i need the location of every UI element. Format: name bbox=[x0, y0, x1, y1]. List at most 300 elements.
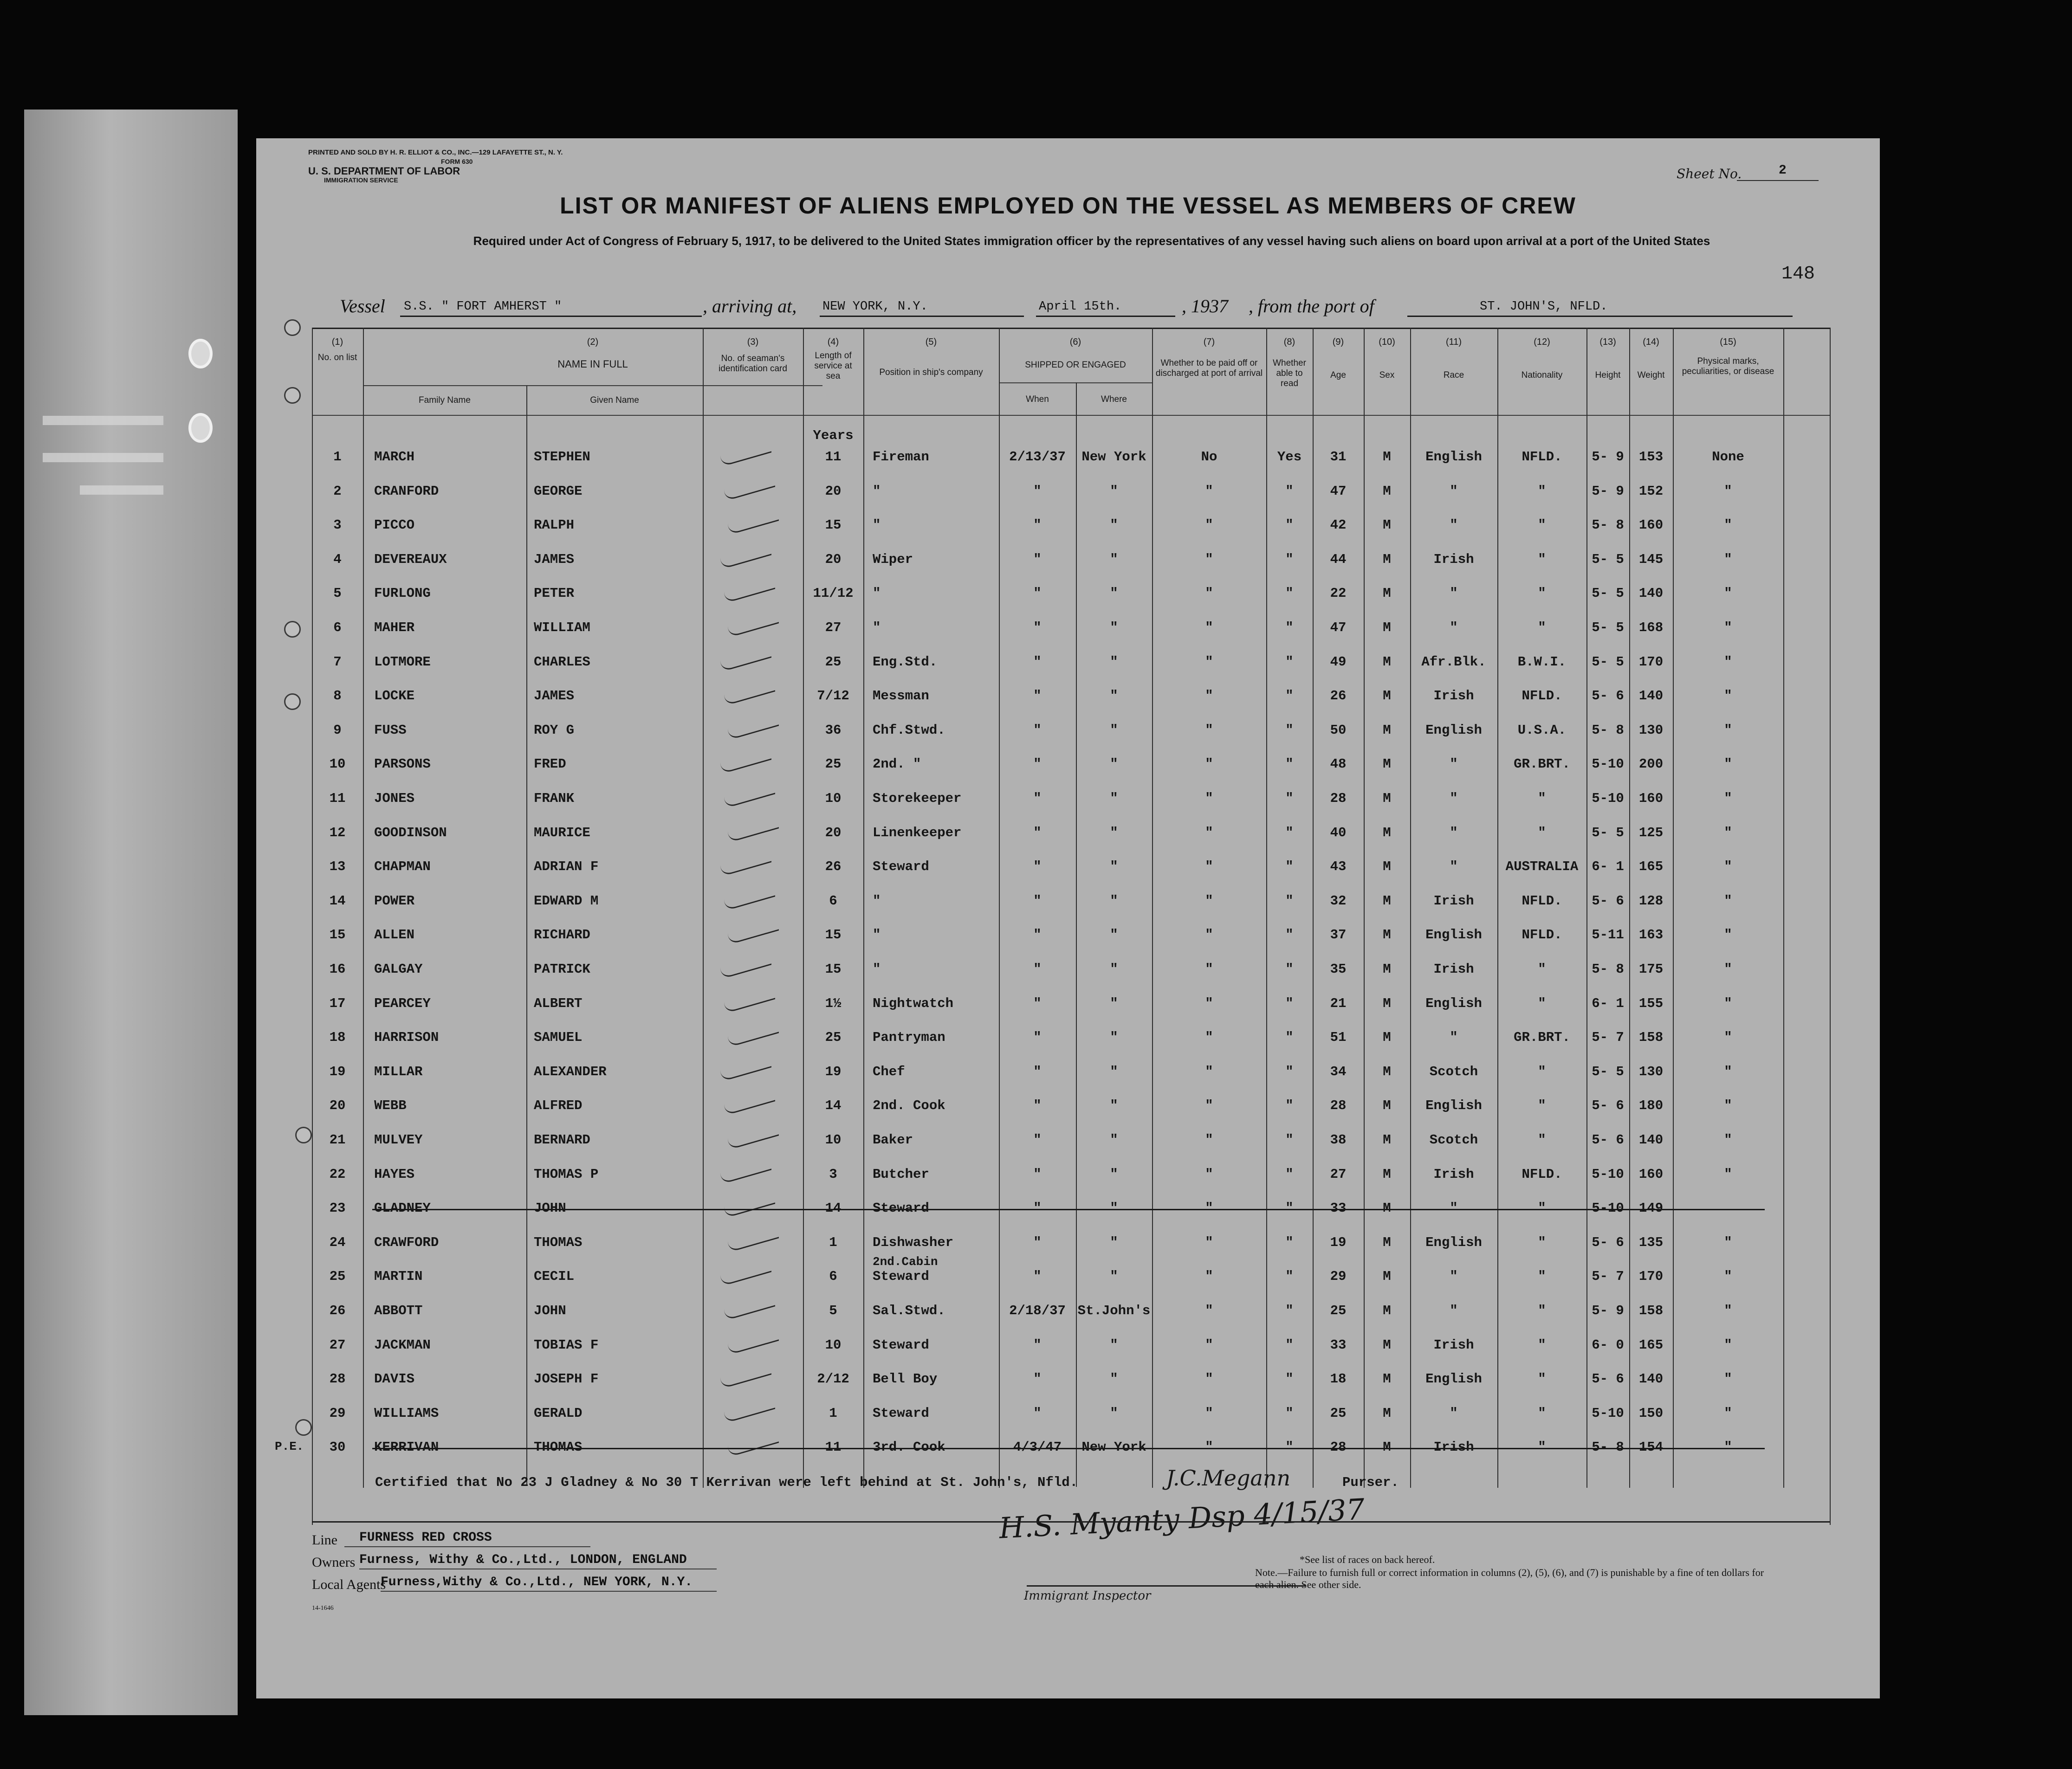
table-row bbox=[256, 1061, 1880, 1089]
sex: M bbox=[1383, 756, 1391, 772]
age: 21 bbox=[1330, 995, 1347, 1011]
physical-marks: " bbox=[1724, 756, 1732, 772]
family-name: FURLONG bbox=[374, 586, 431, 601]
family-name: PICCO bbox=[374, 517, 415, 533]
row-number: 23 bbox=[329, 1201, 346, 1216]
able-to-read: " bbox=[1285, 517, 1294, 533]
row-number: 19 bbox=[329, 1064, 346, 1079]
shipped-when: 2/18/37 bbox=[1009, 1303, 1066, 1318]
given-name: STEPHEN bbox=[534, 449, 590, 465]
race: " bbox=[1450, 517, 1458, 533]
paid-off: " bbox=[1205, 859, 1213, 875]
ship-position: Storekeeper bbox=[873, 791, 962, 806]
shipped-when: " bbox=[1033, 1098, 1042, 1114]
shipped-where: " bbox=[1110, 620, 1118, 635]
sex: M bbox=[1383, 586, 1391, 601]
physical-marks: " bbox=[1724, 1234, 1732, 1250]
given-name: FRANK bbox=[534, 791, 575, 806]
nationality: " bbox=[1538, 962, 1546, 977]
weight: 140 bbox=[1638, 1132, 1664, 1148]
able-to-read: " bbox=[1285, 1234, 1294, 1250]
sex: M bbox=[1383, 449, 1391, 465]
weight: 170 bbox=[1638, 1269, 1664, 1285]
shipped-when: " bbox=[1033, 517, 1042, 533]
sex: M bbox=[1383, 551, 1391, 567]
service-length: 3 bbox=[829, 1166, 837, 1182]
weight: 180 bbox=[1638, 1098, 1664, 1114]
table-row bbox=[256, 1130, 1880, 1157]
given-name: GERALD bbox=[534, 1405, 583, 1421]
physical-marks: " bbox=[1724, 1371, 1732, 1387]
table-row bbox=[256, 924, 1880, 952]
col12-heading: Nationality bbox=[1521, 370, 1563, 380]
faded-text bbox=[43, 416, 163, 425]
sex: M bbox=[1383, 995, 1391, 1011]
sheet-label: Sheet No. bbox=[1677, 166, 1742, 181]
service-length: 1 bbox=[829, 1405, 837, 1421]
height: 6- 0 bbox=[1592, 1337, 1624, 1353]
given-name: BERNARD bbox=[534, 1132, 590, 1148]
row-number: 3 bbox=[333, 517, 342, 533]
height: 5- 5 bbox=[1592, 620, 1624, 635]
vessel-label: Vessel bbox=[340, 296, 385, 316]
physical-marks: " bbox=[1724, 791, 1732, 806]
col9-heading: Age bbox=[1330, 370, 1346, 380]
shipped-where: " bbox=[1110, 893, 1118, 909]
service-length: 1½ bbox=[825, 995, 842, 1011]
shipped-when: " bbox=[1033, 791, 1042, 806]
family-name: POWER bbox=[374, 893, 415, 909]
nationality: " bbox=[1538, 1337, 1546, 1353]
height: 5- 8 bbox=[1592, 1440, 1624, 1455]
race: English bbox=[1425, 1098, 1482, 1114]
row-number: 15 bbox=[329, 927, 346, 943]
ship-position: " bbox=[873, 620, 881, 635]
agents-underline bbox=[381, 1591, 717, 1592]
col12-number: (12) bbox=[1534, 337, 1550, 347]
age: 18 bbox=[1330, 1371, 1347, 1387]
age: 28 bbox=[1330, 1098, 1347, 1114]
row-number: 8 bbox=[333, 688, 342, 704]
nationality: NFLD. bbox=[1522, 893, 1562, 909]
race: " bbox=[1450, 483, 1458, 499]
punch-hole bbox=[188, 339, 213, 368]
ship-position: " bbox=[873, 483, 881, 499]
paid-off: " bbox=[1205, 756, 1213, 772]
weight: 149 bbox=[1638, 1201, 1664, 1216]
nationality: " bbox=[1538, 1098, 1546, 1114]
shipped-when: 2/13/37 bbox=[1009, 449, 1066, 465]
ship-position: Wiper bbox=[873, 551, 913, 567]
weight: 160 bbox=[1638, 791, 1664, 806]
height: 6- 1 bbox=[1592, 995, 1624, 1011]
table-row bbox=[256, 891, 1880, 918]
service-length: 15 bbox=[825, 517, 842, 533]
nationality: " bbox=[1538, 1064, 1546, 1079]
table-row bbox=[256, 822, 1880, 850]
able-to-read: " bbox=[1285, 551, 1294, 567]
shipped-when: " bbox=[1033, 551, 1042, 567]
given-name: ALEXANDER bbox=[534, 1064, 607, 1079]
col6-number: (6) bbox=[1069, 337, 1081, 347]
height: 5- 6 bbox=[1592, 1234, 1624, 1250]
age: 44 bbox=[1330, 551, 1347, 567]
family-name: KERRIVAN bbox=[374, 1440, 439, 1455]
able-to-read: " bbox=[1285, 1201, 1294, 1216]
race: Scotch bbox=[1429, 1132, 1478, 1148]
table-row bbox=[256, 1403, 1880, 1431]
purser-label: Purser. bbox=[1342, 1475, 1399, 1490]
physical-marks: " bbox=[1724, 1440, 1732, 1455]
table-row bbox=[256, 617, 1880, 645]
page-stamp: 148 bbox=[1781, 264, 1815, 284]
family-name: CRAWFORD bbox=[374, 1234, 439, 1250]
table-row bbox=[256, 1027, 1880, 1055]
family-name: PEARCEY bbox=[374, 995, 431, 1011]
race: English bbox=[1425, 1371, 1482, 1387]
sheet-number: 2 bbox=[1779, 163, 1787, 178]
weight: 160 bbox=[1638, 517, 1664, 533]
family-name: GALGAY bbox=[374, 962, 423, 977]
service-length: 11 bbox=[825, 449, 842, 465]
shipped-where: St.John's bbox=[1077, 1303, 1151, 1318]
physical-marks: " bbox=[1724, 1337, 1732, 1353]
sex: M bbox=[1383, 1098, 1391, 1114]
age: 42 bbox=[1330, 517, 1347, 533]
family-name: MARCH bbox=[374, 449, 415, 465]
height: 5- 5 bbox=[1592, 1064, 1624, 1079]
physical-marks: " bbox=[1724, 586, 1732, 601]
service-length: 10 bbox=[825, 1337, 842, 1353]
arriving-port: NEW YORK, N.Y. bbox=[822, 300, 928, 314]
table-row bbox=[256, 788, 1880, 816]
agents-label: Local Agents bbox=[312, 1577, 386, 1592]
table-row bbox=[256, 1300, 1880, 1328]
weight: 135 bbox=[1638, 1234, 1664, 1250]
service-length: 7/12 bbox=[817, 688, 849, 704]
family-name: DEVEREAUX bbox=[374, 551, 447, 567]
shipped-where: " bbox=[1110, 962, 1118, 977]
physical-marks: " bbox=[1724, 825, 1732, 840]
col5-number: (5) bbox=[925, 337, 937, 347]
given-name: PATRICK bbox=[534, 962, 590, 977]
ship-position: Pantryman bbox=[873, 1030, 945, 1046]
service-length: 14 bbox=[825, 1098, 842, 1114]
service-length: 11 bbox=[825, 1440, 842, 1455]
able-to-read: " bbox=[1285, 1098, 1294, 1114]
able-to-read: " bbox=[1285, 1440, 1294, 1455]
race: Irish bbox=[1433, 893, 1474, 909]
printer-line: PRINTED AND SOLD BY H. R. ELLIOT & CO., INC.—129 LAFAYETTE ST., N. Y. bbox=[308, 148, 563, 156]
paid-off: " bbox=[1205, 1269, 1213, 1285]
age: 47 bbox=[1330, 483, 1347, 499]
service-length: 20 bbox=[825, 483, 842, 499]
family-name: ALLEN bbox=[374, 927, 415, 943]
shipped-when: " bbox=[1033, 1405, 1042, 1421]
table-row bbox=[256, 549, 1880, 577]
row-number: 17 bbox=[329, 995, 346, 1011]
sex: M bbox=[1383, 688, 1391, 704]
nationality: " bbox=[1538, 995, 1546, 1011]
paid-off: " bbox=[1205, 551, 1213, 567]
age: 22 bbox=[1330, 586, 1347, 601]
weight: 150 bbox=[1638, 1405, 1664, 1421]
ship-position: Steward bbox=[873, 1405, 929, 1421]
nationality: " bbox=[1538, 1234, 1546, 1250]
able-to-read: " bbox=[1285, 586, 1294, 601]
nationality: NFLD. bbox=[1522, 449, 1562, 465]
service-length: 6 bbox=[829, 1269, 837, 1285]
row-number: 29 bbox=[329, 1405, 346, 1421]
shipped-header-rule bbox=[999, 382, 1152, 383]
shipped-where: New York bbox=[1081, 449, 1146, 465]
family-name: PARSONS bbox=[374, 756, 431, 772]
col13-heading: Height bbox=[1595, 370, 1621, 380]
when-heading: When bbox=[1026, 394, 1049, 404]
nationality: " bbox=[1538, 517, 1546, 533]
sex: M bbox=[1383, 1064, 1391, 1079]
able-to-read: " bbox=[1285, 962, 1294, 977]
sex: M bbox=[1383, 962, 1391, 977]
shipped-where: " bbox=[1110, 1371, 1118, 1387]
table-row bbox=[256, 1232, 1880, 1260]
table-row bbox=[256, 993, 1880, 1021]
race: Irish bbox=[1433, 551, 1474, 567]
weight: 130 bbox=[1638, 722, 1664, 738]
able-to-read: " bbox=[1285, 859, 1294, 875]
shipped-where: " bbox=[1110, 517, 1118, 533]
line-label: Line bbox=[312, 1532, 337, 1548]
sex: M bbox=[1383, 1405, 1391, 1421]
age: 35 bbox=[1330, 962, 1347, 977]
able-to-read: " bbox=[1285, 1337, 1294, 1353]
race: " bbox=[1450, 859, 1458, 875]
given-name: JOSEPH F bbox=[534, 1371, 599, 1387]
age: 49 bbox=[1330, 654, 1347, 670]
shipped-when: " bbox=[1033, 654, 1042, 670]
height: 6- 1 bbox=[1592, 859, 1624, 875]
physical-marks: " bbox=[1724, 688, 1732, 704]
table-row bbox=[256, 856, 1880, 884]
punch-hole bbox=[188, 413, 213, 443]
manifest-sheet bbox=[256, 138, 1880, 1698]
given-name: SAMUEL bbox=[534, 1030, 583, 1046]
purser-signature: J.C.Megann bbox=[1166, 1466, 1291, 1491]
paid-off: " bbox=[1205, 1030, 1213, 1046]
service-length: 27 bbox=[825, 620, 842, 635]
race: Scotch bbox=[1429, 1064, 1478, 1079]
col7-heading: Whether to be paid off or discharged at port of arrival bbox=[1155, 358, 1263, 378]
sex: M bbox=[1383, 517, 1391, 533]
service-length: 2/12 bbox=[817, 1371, 849, 1387]
given-name: CHARLES bbox=[534, 654, 590, 670]
service-length: 25 bbox=[825, 654, 842, 670]
height: 5- 6 bbox=[1592, 1132, 1624, 1148]
able-to-read: " bbox=[1285, 1371, 1294, 1387]
row-number: 28 bbox=[329, 1371, 346, 1387]
shipped-where: " bbox=[1110, 756, 1118, 772]
age: 33 bbox=[1330, 1337, 1347, 1353]
col14-number: (14) bbox=[1643, 337, 1659, 347]
given-name: WILLIAM bbox=[534, 620, 590, 635]
height: 5-10 bbox=[1592, 756, 1624, 772]
arrival-date: April 15th. bbox=[1039, 300, 1122, 314]
sex: M bbox=[1383, 893, 1391, 909]
family-name: MARTIN bbox=[374, 1269, 423, 1285]
weight: 170 bbox=[1638, 654, 1664, 670]
physical-marks: " bbox=[1724, 722, 1732, 738]
given-name-heading: Given Name bbox=[590, 395, 639, 405]
age: 31 bbox=[1330, 449, 1347, 465]
nationality: U.S.A. bbox=[1517, 722, 1567, 738]
nationality: " bbox=[1538, 1371, 1546, 1387]
ship-position: " bbox=[873, 517, 881, 533]
age: 32 bbox=[1330, 893, 1347, 909]
nationality: " bbox=[1538, 1440, 1546, 1455]
shipped-when: " bbox=[1033, 1234, 1042, 1250]
ship-position: Dishwasher bbox=[873, 1234, 954, 1250]
sex: M bbox=[1383, 1030, 1391, 1046]
ship-position: Chef bbox=[873, 1064, 905, 1079]
shipped-where: " bbox=[1110, 1166, 1118, 1182]
paid-off: " bbox=[1205, 1440, 1213, 1455]
able-to-read: " bbox=[1285, 483, 1294, 499]
race: " bbox=[1450, 1030, 1458, 1046]
age: 47 bbox=[1330, 620, 1347, 635]
able-to-read: " bbox=[1285, 825, 1294, 840]
given-name: GEORGE bbox=[534, 483, 583, 499]
nationality: " bbox=[1538, 483, 1546, 499]
sex: M bbox=[1383, 1303, 1391, 1318]
race: " bbox=[1450, 620, 1458, 635]
given-name: ALBERT bbox=[534, 995, 583, 1011]
race: English bbox=[1425, 722, 1482, 738]
table-row bbox=[256, 481, 1880, 509]
age: 34 bbox=[1330, 1064, 1347, 1079]
family-name: LOCKE bbox=[374, 688, 415, 704]
able-to-read: " bbox=[1285, 893, 1294, 909]
shipped-when: " bbox=[1033, 927, 1042, 943]
race: English bbox=[1425, 449, 1482, 465]
sex: M bbox=[1383, 859, 1391, 875]
row-number: 26 bbox=[329, 1303, 346, 1318]
service-length: 1 bbox=[829, 1234, 837, 1250]
shipped-when: " bbox=[1033, 1030, 1042, 1046]
height: 5- 8 bbox=[1592, 722, 1624, 738]
physical-marks: " bbox=[1724, 1405, 1732, 1421]
sex: M bbox=[1383, 1234, 1391, 1250]
row-number: 25 bbox=[329, 1269, 346, 1285]
able-to-read: " bbox=[1285, 1303, 1294, 1318]
nationality: " bbox=[1538, 791, 1546, 806]
shipped-when: " bbox=[1033, 1337, 1042, 1353]
age: 25 bbox=[1330, 1405, 1347, 1421]
family-name: HARRISON bbox=[374, 1030, 439, 1046]
shipped-when: " bbox=[1033, 1166, 1042, 1182]
weight: 154 bbox=[1638, 1440, 1664, 1455]
paid-off: " bbox=[1205, 1098, 1213, 1114]
physical-marks: " bbox=[1724, 1030, 1732, 1046]
able-to-read: " bbox=[1285, 1269, 1294, 1285]
race: " bbox=[1450, 791, 1458, 806]
table-bottom-rule bbox=[312, 1521, 1830, 1523]
weight: 130 bbox=[1638, 1064, 1664, 1079]
physical-marks: " bbox=[1724, 893, 1732, 909]
owners-value: Furness, Withy & Co.,Ltd., LONDON, ENGLAND bbox=[359, 1553, 687, 1567]
weight: 158 bbox=[1638, 1303, 1664, 1318]
col14-heading: Weight bbox=[1637, 370, 1665, 380]
row-number: 18 bbox=[329, 1030, 346, 1046]
col8-heading: Whether able to read bbox=[1273, 358, 1306, 388]
col1-number: (1) bbox=[331, 337, 343, 347]
paid-off: " bbox=[1205, 791, 1213, 806]
ship-position: Sal.Stwd. bbox=[873, 1303, 945, 1318]
paid-off: " bbox=[1205, 688, 1213, 704]
vessel-name: S.S. " FORT AMHERST " bbox=[404, 300, 562, 314]
given-name: CECIL bbox=[534, 1269, 575, 1285]
form-code: 14-1646 bbox=[312, 1605, 334, 1612]
sex: M bbox=[1383, 1371, 1391, 1387]
able-to-read: " bbox=[1285, 1405, 1294, 1421]
service-length: 5 bbox=[829, 1303, 837, 1318]
col13-number: (13) bbox=[1599, 337, 1616, 347]
age: 40 bbox=[1330, 825, 1347, 840]
ship-position: Steward bbox=[873, 1201, 929, 1216]
age: 29 bbox=[1330, 1269, 1347, 1285]
ship-position: Baker bbox=[873, 1132, 913, 1148]
faded-text bbox=[43, 453, 163, 462]
age: 38 bbox=[1330, 1132, 1347, 1148]
given-name: THOMAS bbox=[534, 1234, 583, 1250]
table-row bbox=[256, 1164, 1880, 1192]
weight: 128 bbox=[1638, 893, 1664, 909]
ship-position: Messman bbox=[873, 688, 929, 704]
service-length: 19 bbox=[825, 1064, 842, 1079]
able-to-read: " bbox=[1285, 756, 1294, 772]
paid-off: " bbox=[1205, 995, 1213, 1011]
row-number: 14 bbox=[329, 893, 346, 909]
ship-position: 3rd. Cook bbox=[873, 1440, 945, 1455]
able-to-read: " bbox=[1285, 620, 1294, 635]
family-name: MAHER bbox=[374, 620, 415, 635]
where-heading: Where bbox=[1101, 394, 1127, 404]
weight: 165 bbox=[1638, 1337, 1664, 1353]
height: 5- 8 bbox=[1592, 962, 1624, 977]
sex: M bbox=[1383, 1132, 1391, 1148]
col9-number: (9) bbox=[1332, 337, 1344, 347]
height: 5-11 bbox=[1592, 927, 1624, 943]
inspector-label: Immigrant Inspector bbox=[1024, 1589, 1151, 1603]
shipped-where: " bbox=[1110, 551, 1118, 567]
age: 51 bbox=[1330, 1030, 1347, 1046]
shipped-when: " bbox=[1033, 483, 1042, 499]
family-name: GOODINSON bbox=[374, 825, 447, 840]
table-row bbox=[256, 754, 1880, 781]
race: " bbox=[1450, 1303, 1458, 1318]
paid-off: No bbox=[1201, 449, 1217, 465]
row-number: 11 bbox=[329, 791, 346, 806]
weight: 140 bbox=[1638, 1371, 1664, 1387]
sex: M bbox=[1383, 722, 1391, 738]
row-number: 5 bbox=[333, 586, 342, 601]
arriving-label: , arriving at, bbox=[703, 296, 797, 316]
shipped-where: " bbox=[1110, 722, 1118, 738]
strike-through-line bbox=[372, 1209, 1765, 1210]
ship-position: Linenkeeper bbox=[873, 825, 962, 840]
table-row bbox=[256, 685, 1880, 713]
nationality: " bbox=[1538, 620, 1546, 635]
shipped-where: " bbox=[1110, 1269, 1118, 1285]
